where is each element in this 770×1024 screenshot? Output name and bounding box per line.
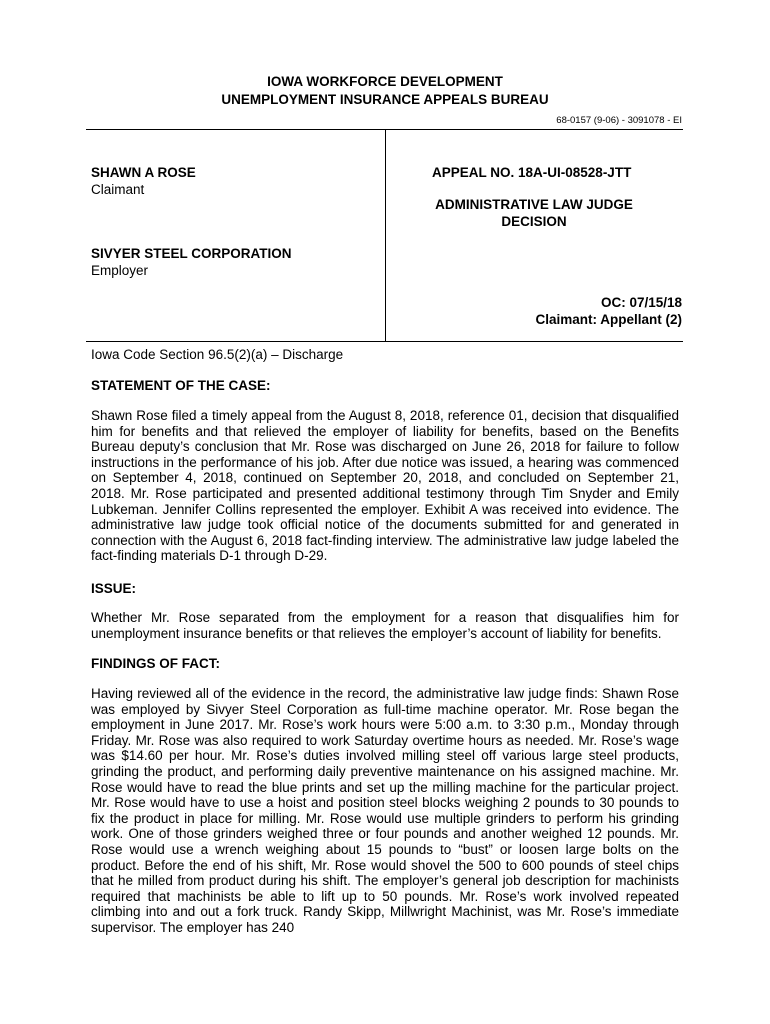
statement-paragraph: Shawn Rose filed a timely appeal from the August 8, 2018, reference 01, decision that disqualified him for benefits and that relieved the employer of liability for benefits, based on the Benefits Bureau deputy’s conclusion that Mr. Rose was discharged on June 26, 2018 for failure to follow instructions in the performance of his job. After due notice was issued, a hearing was commenced on September 4, 2018, continued on September 20, 2018, and concluded on September 21, 2018. Mr. Rose participated and presented additional testimony through Tim Snyder and Emily Lubkeman. Jennifer Collins represented the employer. Exhibit A was received into evidence. The administrative law judge took official notice of the documents submitted for and generated in connection with the August 6, 2018 fact-finding interview. The administrative law judge labeled the fact-finding materials D-1 through D-29. [91, 408, 679, 564]
caption-bottom-divider [86, 341, 683, 342]
caption-vertical-divider [385, 129, 386, 342]
code-section: Iowa Code Section 96.5(2)(a) – Discharge [91, 347, 344, 362]
decision-title [385, 196, 683, 230]
oc-date: OC: 07/15/18 [600, 295, 682, 310]
agency-title: IOWA WORKFORCE DEVELOPMENT [267, 74, 503, 89]
issue-paragraph: Whether Mr. Rose separated from the employment for a reason that disqualifies him for unemployment insurance benefits or that relieves the employer’s account of liability for benefits. [91, 610, 679, 641]
issue-heading: ISSUE: [91, 581, 137, 596]
decision-title-line1: ADMINISTRATIVE LAW JUDGE [435, 197, 633, 212]
statement-heading: STATEMENT OF THE CASE: [91, 378, 271, 393]
findings-heading: FINDINGS OF FACT: [91, 656, 220, 671]
claimant-name: SHAWN A ROSE [91, 165, 196, 180]
form-number: 68-0157 (9-06) - 3091078 - EI [556, 115, 682, 126]
employer-role: Employer [91, 263, 149, 278]
employer-name: SIVYER STEEL CORPORATION [91, 246, 292, 261]
bureau-title: UNEMPLOYMENT INSURANCE APPEALS BUREAU [221, 92, 549, 107]
claimant-status: Claimant: Appellant (2) [535, 312, 682, 327]
appeal-number: APPEAL NO. 18A-UI-08528-JTT [432, 165, 632, 180]
findings-paragraph: Having reviewed all of the evidence in the record, the administrative law judge finds: Shawn Rose was employed by Sivyer Steel Corporation as full-time machine operator. Mr. Rose began the employment in June 2017. Mr. Rose’s work hours were 5:00 a.m. to 3:30 p.m., Monday through Friday. Mr. Rose was also required to work Saturday overtime hours as needed. Mr. Rose’s wage was $14.60 per hour. Mr. Rose’s duties involved milling steel off various large steel products, grinding the product, and performing daily preventive maintenance on his assigned machine. Mr. Rose would have to read the blue prints and set up the milling machine for the particular project. Mr. Rose would have to use a hoist and position steel blocks weighing 2 pounds to 30 pounds to fix the product in place for milling. Mr. Rose would use multiple grinders to perform his grinding work. One of those grinders weighed three or four pounds and another weighed 12 pounds. Mr. Rose would use a wrench weighing about 15 pounds to “bust” or loosen large bolts on the product. Before the end of his shift, Mr. Rose would shovel the 500 to 600 pounds of steel chips that he milled from product during his shift. The employer’s general job description for machinists required that machinists be able to lift up to 50 pounds. Mr. Rose’s work involved repeated climbing into and out a fork truck. Randy Skipp, Millwright Machinist, was Mr. Rose’s immediate supervisor. The employer has 240 [91, 686, 679, 935]
decision-title-line2: DECISION [501, 214, 567, 229]
claimant-role: Claimant [91, 182, 145, 197]
